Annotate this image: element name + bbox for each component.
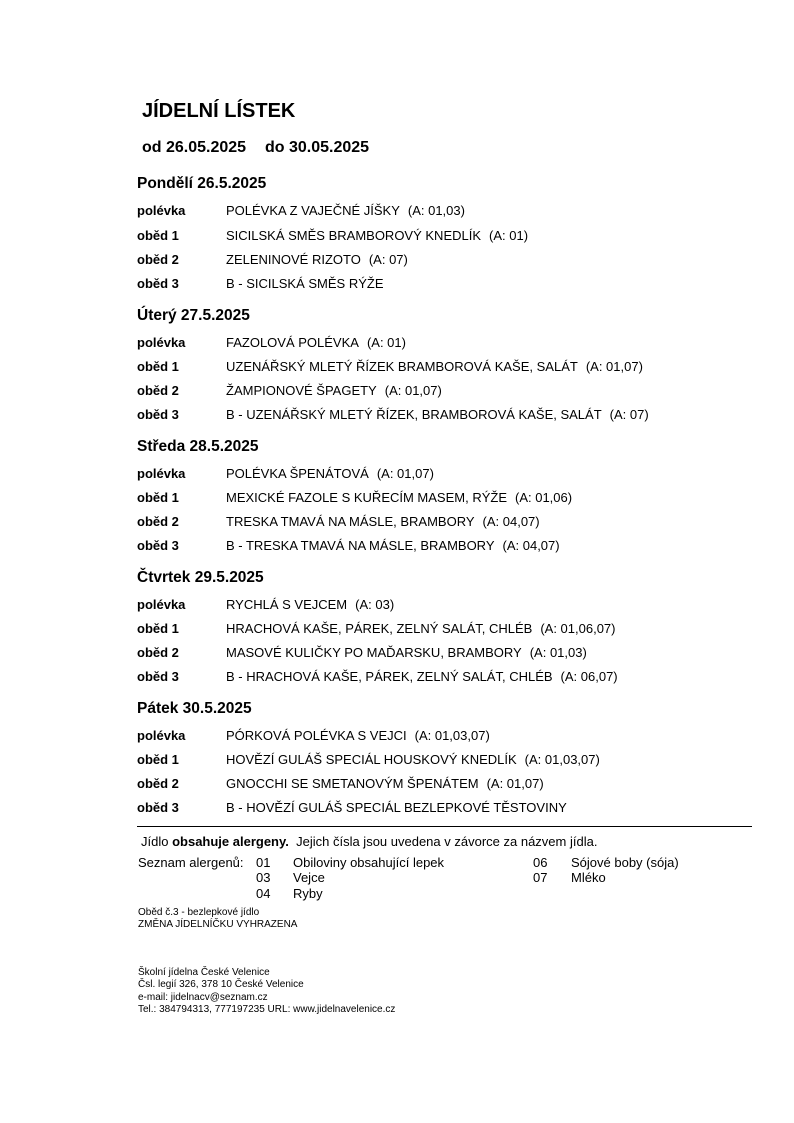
allergen-list-label: Seznam alergenů: [138, 855, 244, 870]
meal-label: polévka [137, 466, 186, 481]
allergen-note [141, 834, 597, 849]
dish-name: TRESKA TMAVÁ NA MÁSLE, BRAMBORY [226, 514, 475, 529]
meal-item [226, 490, 572, 505]
allergen-code: 03 [256, 870, 271, 885]
dish-name: GNOCCHI SE SMETANOVÝM ŠPENÁTEM [226, 776, 479, 791]
footer-line: Školní jídelna České Velenice [138, 967, 270, 978]
meal-label: oběd 3 [137, 538, 179, 553]
dish-name: POLÉVKA Z VAJEČNÉ JÍŠKY [226, 203, 400, 218]
meal-label: oběd 1 [137, 621, 179, 636]
dish-name: PÓRKOVÁ POLÉVKA S VEJCI [226, 728, 407, 743]
meal-label: oběd 3 [137, 800, 179, 815]
meal-label: oběd 2 [137, 514, 179, 529]
allergen-name: Vejce [293, 870, 325, 885]
allergen-code: 06 [533, 855, 548, 870]
meal-item [226, 621, 615, 636]
dish-name: B - UZENÁŘSKÝ MLETÝ ŘÍZEK, BRAMBOROVÁ KAŠE, SALÁT [226, 407, 602, 422]
footer-line: Čsl. legií 326, 378 10 České Velenice [138, 979, 304, 990]
dish-allergens: (A: 01,03,07) [414, 728, 490, 743]
dish-name: B - HOVĚZÍ GULÁŠ SPECIÁL BEZLEPKOVÉ TĚSTOVINY [226, 800, 567, 815]
day-heading: Úterý 27.5.2025 [137, 307, 250, 324]
dish-allergens: (A: 01,07) [384, 383, 442, 398]
meal-label: oběd 3 [137, 669, 179, 684]
footer-line: e-mail: jidelnacv@seznam.cz [138, 992, 268, 1003]
meal-label: oběd 2 [137, 645, 179, 660]
allergen-code: 04 [256, 886, 271, 901]
meal-item [226, 538, 560, 553]
divider [137, 826, 752, 827]
meal-item [226, 597, 394, 612]
note-bold: obsahuje alergeny. [172, 834, 289, 849]
allergen-code: 01 [256, 855, 271, 870]
dish-name: B - HRACHOVÁ KAŠE, PÁREK, ZELNÝ SALÁT, CHLÉB [226, 669, 553, 684]
dish-name: MEXICKÉ FAZOLE S KUŘECÍM MASEM, RÝŽE [226, 490, 507, 505]
dish-name: B - TRESKA TMAVÁ NA MÁSLE, BRAMBORY [226, 538, 495, 553]
dish-allergens: (A: 01,03,07) [524, 752, 600, 767]
dish-name: HOVĚZÍ GULÁŠ SPECIÁL HOUSKOVÝ KNEDLÍK [226, 752, 517, 767]
meal-item [226, 203, 465, 218]
meal-item [226, 383, 442, 398]
dish-allergens: (A: 01,06) [515, 490, 573, 505]
dish-name: HRACHOVÁ KAŠE, PÁREK, ZELNÝ SALÁT, CHLÉB [226, 621, 533, 636]
meal-item [226, 335, 406, 350]
meal-label: polévka [137, 203, 186, 218]
note-prefix: Jídlo [141, 834, 173, 849]
meal-label: oběd 2 [137, 383, 179, 398]
allergen-name: Mléko [571, 870, 606, 885]
remark: Oběd č.3 - bezlepkové jídlo [138, 907, 260, 918]
meal-item [226, 776, 544, 791]
meal-label: polévka [137, 728, 186, 743]
allergen-code: 07 [533, 870, 548, 885]
meal-item [226, 359, 643, 374]
meal-label: oběd 3 [137, 276, 179, 291]
day-heading: Čtvrtek 29.5.2025 [137, 569, 264, 586]
dish-allergens: (A: 01,07) [486, 776, 544, 791]
meal-item [226, 228, 528, 243]
dish-allergens: (A: 01) [489, 228, 529, 243]
date-to: do 30.05.2025 [265, 139, 370, 156]
allergen-name: Obiloviny obsahující lepek [293, 855, 445, 870]
dish-name: SICILSKÁ SMĚS BRAMBOROVÝ KNEDLÍK [226, 228, 482, 243]
dish-allergens: (A: 04,07) [502, 538, 560, 553]
dish-allergens: (A: 01,06,07) [540, 621, 616, 636]
note-rest: Jejich čísla jsou uvedena v závorce za názvem jídla. [296, 834, 598, 849]
meal-label: oběd 2 [137, 776, 179, 791]
dish-name: FAZOLOVÁ POLÉVKA [226, 335, 359, 350]
meal-item [226, 800, 575, 815]
allergen-name: Sójové boby (sója) [571, 855, 679, 870]
dish-allergens: (A: 04,07) [482, 514, 540, 529]
dish-allergens: (A: 01) [366, 335, 406, 350]
allergen-name: Ryby [293, 886, 323, 901]
meal-item [226, 407, 649, 422]
meal-item [226, 466, 434, 481]
dish-name: RYCHLÁ S VEJCEM [226, 597, 348, 612]
meal-label: oběd 1 [137, 228, 179, 243]
dish-name: ŽAMPIONOVÉ ŠPAGETY [226, 383, 377, 398]
dish-name: UZENÁŘSKÝ MLETÝ ŘÍZEK BRAMBOROVÁ KAŠE, SALÁT [226, 359, 578, 374]
meal-label: polévka [137, 597, 186, 612]
meal-item [226, 669, 618, 684]
meal-label: polévka [137, 335, 186, 350]
day-heading: Pondělí 26.5.2025 [137, 175, 267, 192]
dish-name: POLÉVKA ŠPENÁTOVÁ [226, 466, 369, 481]
meal-item [226, 514, 540, 529]
meal-item [226, 276, 392, 291]
remark: ZMĚNA JÍDELNÍČKU VYHRAZENA [138, 919, 298, 930]
meal-item [226, 645, 587, 660]
dish-allergens: (A: 06,07) [560, 669, 618, 684]
page-title: JÍDELNÍ LÍSTEK [142, 100, 296, 122]
dish-name: ZELENINOVÉ RIZOTO [226, 252, 361, 267]
day-heading: Pátek 30.5.2025 [137, 700, 252, 717]
meal-item [226, 252, 408, 267]
meal-label: oběd 2 [137, 252, 179, 267]
day-heading: Středa 28.5.2025 [137, 438, 259, 455]
dish-allergens: (A: 01,07) [376, 466, 434, 481]
dish-allergens: (A: 03) [355, 597, 395, 612]
dish-allergens: (A: 07) [368, 252, 408, 267]
meal-item [226, 728, 490, 743]
meal-label: oběd 3 [137, 407, 179, 422]
meal-label: oběd 1 [137, 359, 179, 374]
dish-allergens: (A: 07) [609, 407, 649, 422]
dish-allergens: (A: 01,07) [585, 359, 643, 374]
footer-line: Tel.: 384794313, 777197235 URL: www.jidelnavelenice.cz [138, 1004, 396, 1015]
dish-name: B - SICILSKÁ SMĚS RÝŽE [226, 276, 384, 291]
meal-label: oběd 1 [137, 752, 179, 767]
meal-label: oběd 1 [137, 490, 179, 505]
meal-item [226, 752, 600, 767]
dish-allergens: (A: 01,03) [407, 203, 465, 218]
dish-name: MASOVÉ KULIČKY PO MAĎARSKU, BRAMBORY [226, 645, 522, 660]
dish-allergens: (A: 01,03) [529, 645, 587, 660]
date-from: od 26.05.2025 [142, 139, 247, 156]
